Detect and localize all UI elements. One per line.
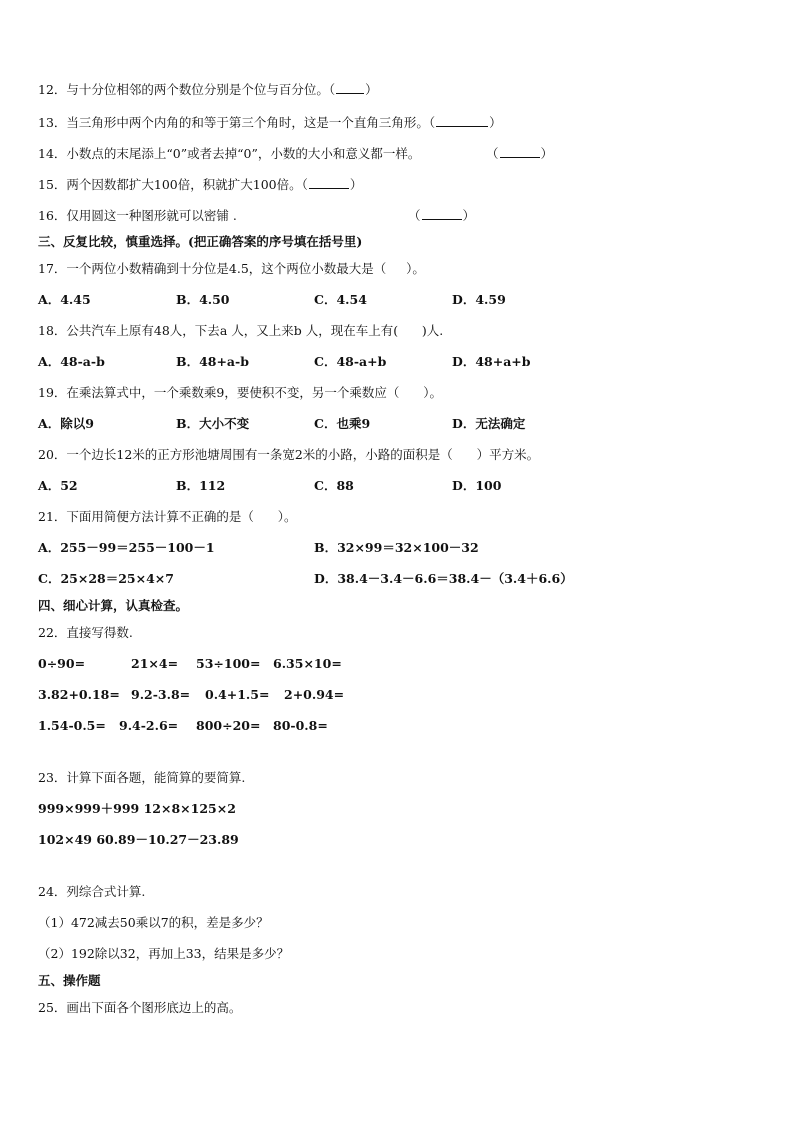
question-number: 14． (38, 146, 67, 161)
calc-item: 3.82+0.18= (38, 687, 120, 702)
section-heading-3: 三、反复比较，慎重选择。(把正确答案的序号填在括号里) (38, 234, 363, 249)
question-number: 21． (38, 509, 67, 524)
calc-item: 1.54-0.5= (38, 718, 106, 733)
question-19 (38, 385, 442, 401)
calc-item: 2+0.94= (284, 687, 345, 702)
calc-item: 80-0.8= (273, 718, 328, 733)
calc-item: 21×4= (131, 656, 179, 671)
calc-item: 800÷20= (196, 718, 261, 733)
calc-row: 999×999＋999 12×8×125×2 (38, 801, 236, 816)
option-c[interactable]: C．4.54 (314, 292, 367, 307)
calc-item: 53÷100= (196, 656, 261, 671)
option-a[interactable]: A．4.45 (38, 292, 91, 307)
question-12: 12．与十分位相邻的两个数位分别是个位与百分位。（ ） (38, 82, 378, 97)
question-number: 25． (38, 1000, 67, 1015)
question-15: 15．两个因数都扩大100倍，积就扩大100倍。（ ） (38, 177, 363, 192)
question-number: 15． (38, 177, 67, 192)
option-b[interactable]: B．4.50 (176, 292, 230, 307)
calc-item: 9.4-2.6= (119, 718, 179, 733)
option-d[interactable]: D．4.59 (452, 292, 506, 307)
question-text: 下面用简便方法计算不正确的是（ ）。 (66, 509, 297, 524)
question-text: 一个边长12米的正方形池塘周围有一条宽2米的小路，小路的面积是（ ）平方米。 (66, 447, 540, 462)
option-b[interactable]: B．32×99＝32×100－32 (314, 540, 479, 555)
option-a[interactable]: A．48-a-b (38, 354, 105, 369)
question-number: 24． (38, 884, 67, 899)
question-text: 列综合式计算. (66, 884, 146, 899)
answer-blank[interactable] (336, 82, 364, 94)
question-text: 直接写得数. (66, 625, 133, 640)
option-b[interactable]: B．112 (176, 478, 226, 493)
option-c[interactable]: C．25×28＝25×4×7 (38, 571, 174, 586)
section-heading-5: 五、操作题 (38, 973, 101, 988)
option-c[interactable]: C．48-a+b (314, 354, 387, 369)
calc-row: 102×49 60.89－10.27－23.89 (38, 832, 239, 847)
calc-item: 0÷90= (38, 656, 86, 671)
question-text: 与十分位相邻的两个数位分别是个位与百分位。（ (66, 82, 336, 97)
option-a[interactable]: A．52 (38, 478, 78, 493)
question-14 (38, 146, 420, 162)
question-14-answer: （ ） (486, 146, 554, 161)
sub-question-2: （2）192除以32，再加上33，结果是多少？ (38, 946, 290, 961)
option-a[interactable]: A．除以9 (38, 416, 94, 431)
question-21 (38, 509, 297, 525)
question-16-answer: （ ） (408, 208, 476, 223)
question-22 (38, 625, 133, 641)
option-b[interactable]: B．48+a-b (176, 354, 249, 369)
option-b[interactable]: B．大小不变 (176, 416, 250, 431)
option-d[interactable]: D．100 (452, 478, 502, 493)
option-c[interactable]: C．88 (314, 478, 354, 493)
calc-item: 6.35×10= (273, 656, 342, 671)
question-number: 18． (38, 323, 67, 338)
question-number: 17． (38, 261, 67, 276)
question-18 (38, 323, 443, 339)
question-16 (38, 208, 237, 224)
question-text: 一个两位小数精确到十分位是4.5，这个两位小数最大是（ ）。 (66, 261, 425, 276)
question-23 (38, 770, 245, 786)
calc-item: 9.2-3.8= (131, 687, 191, 702)
question-text: 计算下面各题，能简算的要简算. (66, 770, 246, 785)
question-text: 当三角形中两个内角的和等于第三个角时，这是一个直角三角形。（ (66, 115, 436, 130)
question-text: 画出下面各个图形底边上的高。 (66, 1000, 242, 1015)
question-number: 22． (38, 625, 67, 640)
question-number: 13． (38, 115, 67, 130)
question-text: 两个因数都扩大100倍，积就扩大100倍。（ (66, 177, 308, 192)
question-text: 仅用圆这一种图形就可以密铺 . (66, 208, 237, 223)
question-number: 19． (38, 385, 67, 400)
answer-blank[interactable] (309, 177, 349, 189)
calc-item: 0.4+1.5= (205, 687, 270, 702)
answer-blank[interactable] (422, 208, 462, 220)
question-number: 16． (38, 208, 67, 223)
option-d[interactable]: D．无法确定 (452, 416, 526, 431)
question-text: 小数点的末尾添上“0”或者去掉“0”，小数的大小和意义都一样。 (66, 146, 421, 161)
question-20 (38, 447, 539, 463)
answer-blank[interactable] (436, 115, 488, 127)
sub-question-1: （1）472减去50乘以7的积，差是多少？ (38, 915, 269, 930)
question-number: 23． (38, 770, 67, 785)
option-a[interactable]: A．255－99＝255－100－1 (38, 540, 215, 555)
answer-blank[interactable] (500, 146, 540, 158)
section-heading-4: 四、细心计算，认真检查。 (38, 598, 189, 613)
question-25 (38, 1000, 241, 1016)
question-17 (38, 261, 425, 277)
option-d[interactable]: D．48+a+b (452, 354, 531, 369)
question-number: 20． (38, 447, 67, 462)
question-number: 12． (38, 82, 67, 97)
question-text: 公共汽车上原有48人，下去a 人，又上来b 人，现在车上有( )人. (66, 323, 444, 338)
question-13: 13．当三角形中两个内角的和等于第三个角时，这是一个直角三角形。（ ） (38, 115, 502, 130)
option-d[interactable]: D．38.4－3.4－6.6＝38.4－（3.4＋6.6） (314, 571, 573, 586)
option-c[interactable]: C．也乘9 (314, 416, 371, 431)
question-24 (38, 884, 145, 900)
question-text: 在乘法算式中，一个乘数乘9，要使积不变，另一个乘数应（ ）。 (66, 385, 442, 400)
